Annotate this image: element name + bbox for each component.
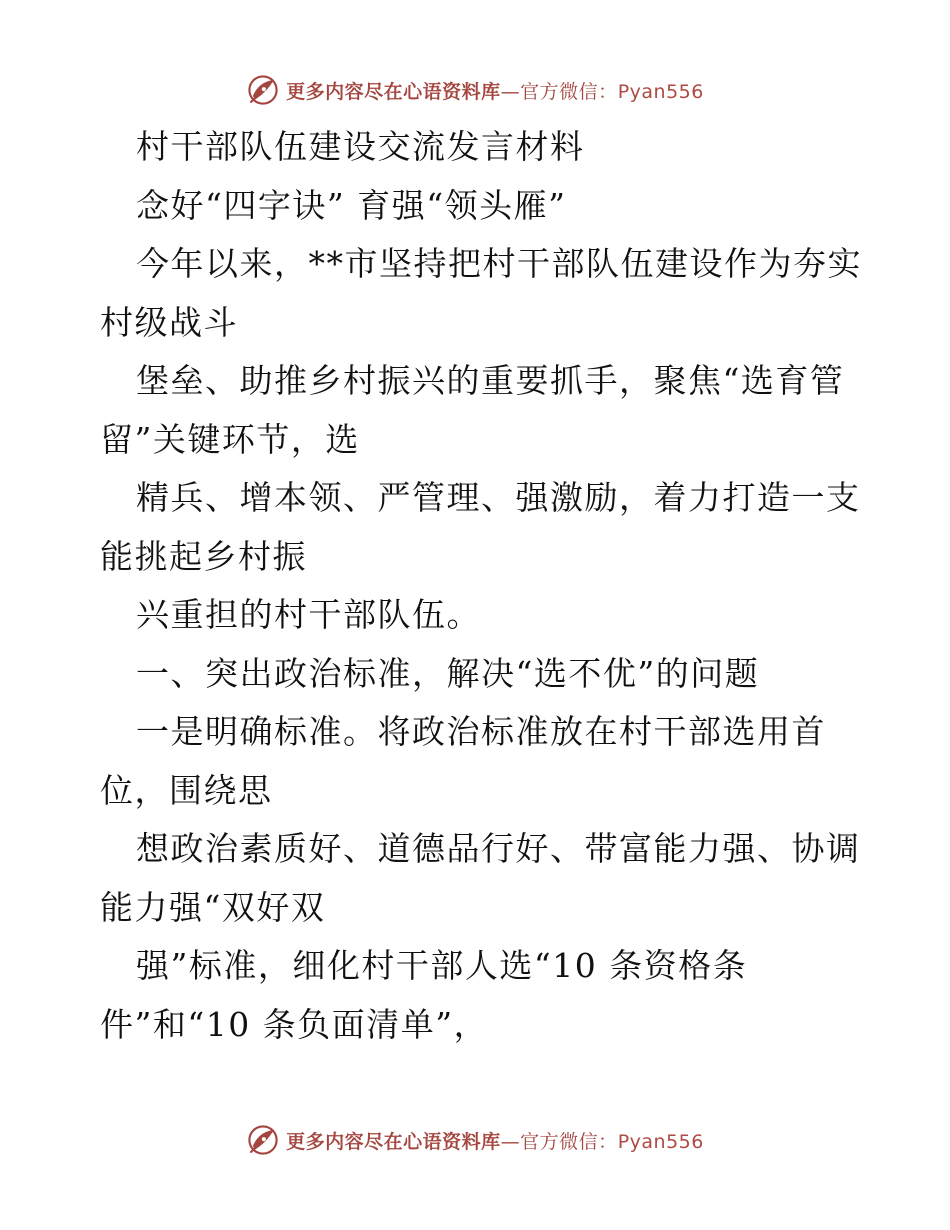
document-line: 兴重担的村干部队伍。 xyxy=(136,595,481,634)
document-line: 能力强“双好双 xyxy=(100,887,326,927)
document-line: 位，围绕思 xyxy=(100,770,273,810)
document-line: 强”标准，细化村干部人选“10 条资格条 xyxy=(136,946,748,985)
footer-banner-text xyxy=(286,1127,704,1154)
pen-nib-logo-icon xyxy=(246,1123,280,1157)
document-line: 念好“四字诀” 育强“领头雁” xyxy=(136,185,567,225)
document-body xyxy=(100,118,860,1054)
banner-separator: — xyxy=(500,80,521,103)
banner-main-text: 更多内容尽在心语资料库 xyxy=(286,80,501,103)
banner-wechat-id: Pyan556 xyxy=(617,1130,704,1153)
banner-wechat-label: 官方微信： xyxy=(520,80,618,103)
pen-nib-logo-icon xyxy=(246,73,280,107)
document-line: 村级战斗 xyxy=(100,302,238,342)
document-line: 堡垒、助推乡村振兴的重要抓手，聚焦“选育管 xyxy=(136,361,845,400)
document-line: 精兵、增本领、严管理、强激励，着力打造一支 xyxy=(136,478,861,517)
banner-wechat-label: 官方微信： xyxy=(520,1130,618,1153)
document-line: 能挑起乡村振 xyxy=(100,536,307,576)
footer-banner xyxy=(0,1120,950,1160)
document-line: 一、突出政治标准，解决“选不优”的问题 xyxy=(136,653,760,693)
header-banner-content xyxy=(246,73,704,107)
header-banner-text xyxy=(286,77,704,104)
footer-banner-content xyxy=(246,1123,704,1157)
document-line: 一是明确标准。将政治标准放在村干部选用首 xyxy=(136,712,826,751)
banner-separator: — xyxy=(500,1130,521,1153)
document-line: 今年以来，**市坚持把村干部队伍建设作为夯实 xyxy=(136,244,862,283)
banner-wechat-id: Pyan556 xyxy=(617,80,704,103)
document-line: 留”关键环节，选 xyxy=(100,419,360,459)
document-line: 村干部队伍建设交流发言材料 xyxy=(136,127,585,166)
document-line: 想政治素质好、道德品行好、带富能力强、协调 xyxy=(136,829,861,868)
document-line: 件”和“10 条负面清单”， xyxy=(100,1004,489,1044)
header-banner xyxy=(0,70,950,110)
banner-main-text: 更多内容尽在心语资料库 xyxy=(286,1130,501,1153)
